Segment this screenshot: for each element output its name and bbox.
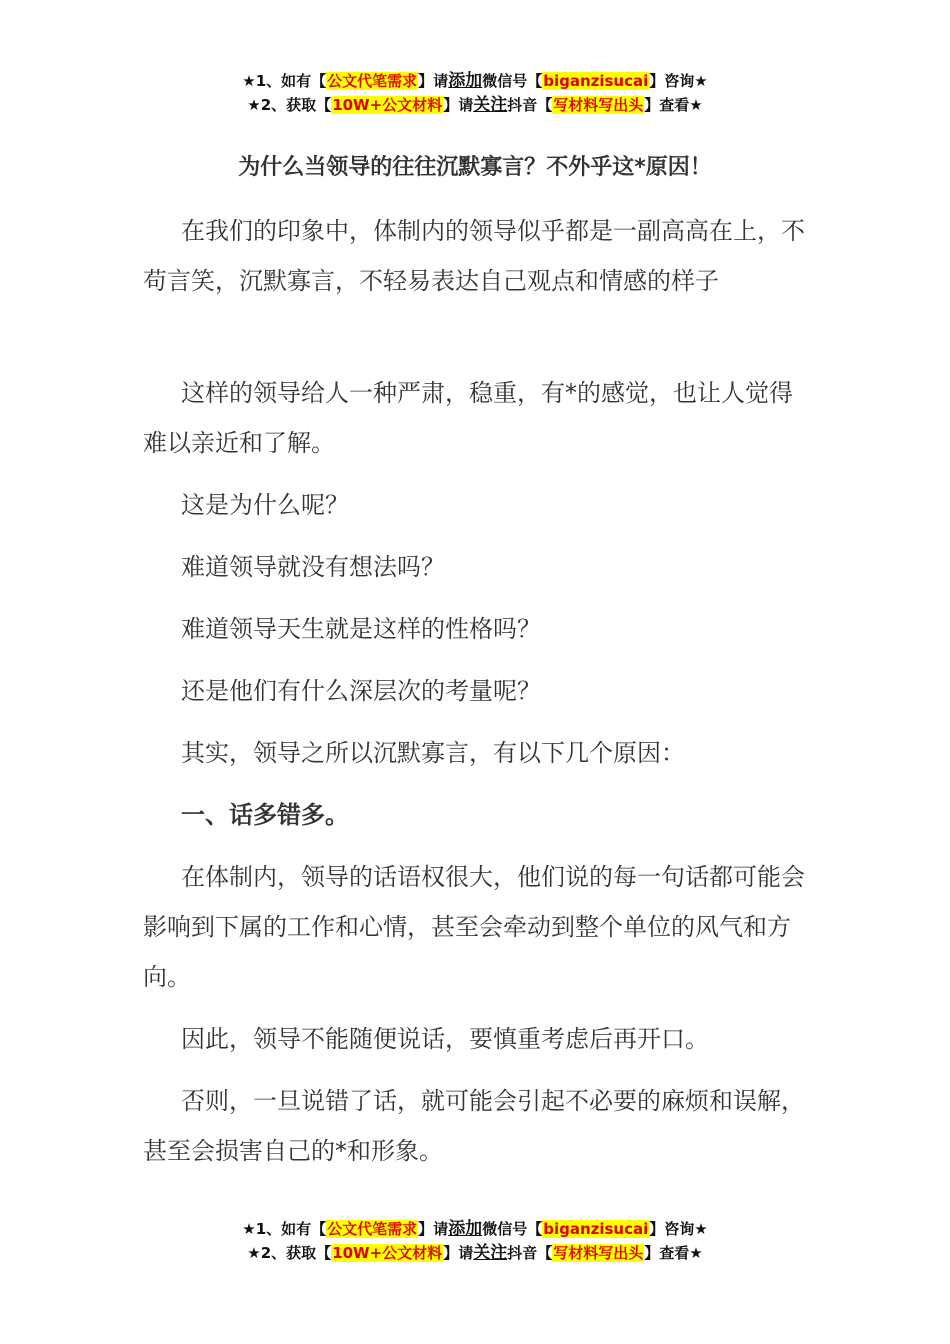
banner-highlight: 公文代笔需求 <box>327 1220 418 1238</box>
banner-line-2 <box>0 1241 950 1265</box>
paragraph: 这是为什么呢？ <box>181 491 349 519</box>
banner-highlight: biganzisucai <box>543 1220 649 1238</box>
banner-text: 微信号【 <box>482 1220 543 1238</box>
banner-text: 】查看★ <box>644 96 703 114</box>
banner-highlight: biganzisucai <box>543 72 649 90</box>
banner-text: 】请 <box>418 72 449 90</box>
banner-line-2 <box>0 93 950 117</box>
banner-highlight: 写材料写出头 <box>553 1244 644 1262</box>
paragraph: 难道领导就没有想法吗？ <box>181 553 445 581</box>
banner-text: ★1、如有【 <box>242 1220 327 1238</box>
paragraph: 因此，领导不能随便说话，要慎重考虑后再开口。 <box>181 1025 709 1053</box>
banner-emphasis: 添加 <box>448 71 483 91</box>
banner-text: 】咨询★ <box>649 72 708 90</box>
banner-text: 抖音【 <box>507 96 553 114</box>
banner-text: ★1、如有【 <box>242 72 327 90</box>
banner-highlight: 写材料写出头 <box>553 96 644 114</box>
document-title: 为什么当领导的往往沉默寡言？不外乎这*原因！ <box>238 155 712 180</box>
banner-text: ★2、获取【 <box>247 96 332 114</box>
header-banner <box>0 69 950 117</box>
paragraph: 在我们的印象中，体制内的领导似乎都是一副高高在上，不苟言笑，沉默寡言，不轻易表达自己观点和情感的样子 <box>143 217 805 295</box>
paragraph: 难道领导天生就是这样的性格吗？ <box>181 615 541 643</box>
banner-highlight: 10W+公文材料 <box>332 1244 443 1262</box>
banner-text: 微信号【 <box>482 72 543 90</box>
banner-line-1 <box>0 1217 950 1241</box>
footer-banner <box>0 1217 950 1265</box>
banner-text: ★2、获取【 <box>247 1244 332 1262</box>
paragraph: 这样的领导给人一种严肃，稳重，有*的感觉，也让人觉得难以亲近和了解。 <box>143 379 793 457</box>
banner-text: 】咨询★ <box>649 1220 708 1238</box>
banner-text: 】请 <box>443 1244 474 1262</box>
paragraph: 在体制内，领导的话语权很大，他们说的每一句话都可能会影响到下属的工作和心情，甚至会牵动到整个单位的风气和方向。 <box>143 863 805 991</box>
banner-text: 】请 <box>418 1220 449 1238</box>
banner-emphasis: 添加 <box>448 1219 483 1239</box>
banner-highlight: 10W+公文材料 <box>332 96 443 114</box>
section-heading: 一、话多错多。 <box>181 801 349 829</box>
banner-text: 】查看★ <box>644 1244 703 1262</box>
banner-text: 】请 <box>443 96 474 114</box>
banner-text: 抖音【 <box>507 1244 553 1262</box>
banner-emphasis: 关注 <box>473 1243 508 1263</box>
banner-emphasis: 关注 <box>473 95 508 115</box>
banner-highlight: 公文代笔需求 <box>327 72 418 90</box>
document-body <box>143 206 813 1188</box>
paragraph: 其实，领导之所以沉默寡言，有以下几个原因： <box>181 739 685 767</box>
paragraph: 还是他们有什么深层次的考量呢？ <box>181 677 541 705</box>
banner-line-1 <box>0 69 950 93</box>
paragraph: 否则，一旦说错了话，就可能会引起不必要的麻烦和误解，甚至会损害自己的*和形象。 <box>143 1087 805 1165</box>
